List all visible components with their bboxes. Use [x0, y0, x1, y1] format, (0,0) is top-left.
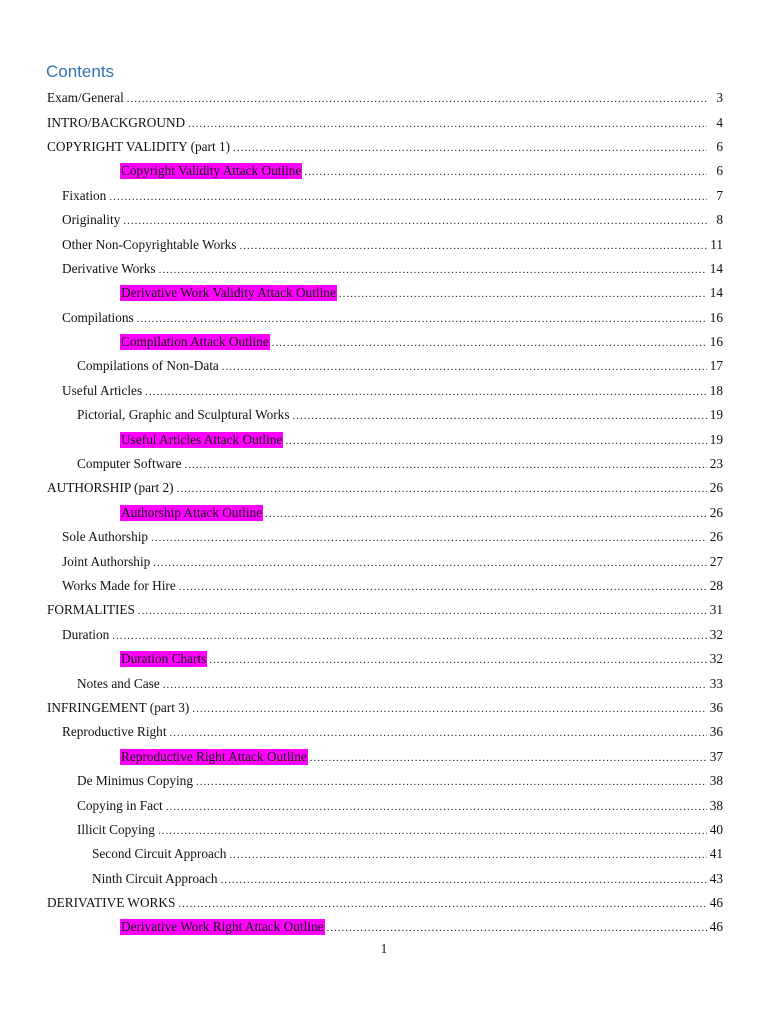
toc-entry-page[interactable]: 11 [710, 236, 723, 252]
toc-entry-page[interactable]: 32 [709, 651, 723, 667]
toc-entry-page[interactable]: 36 [709, 699, 723, 715]
toc-entry-title[interactable]: Derivative Work Validity Attack Outline [121, 285, 336, 301]
toc-dot-leader [158, 823, 707, 839]
toc-entry-title[interactable]: Second Circuit Approach [92, 846, 227, 862]
toc-entry-title[interactable]: Duration Charts [121, 651, 207, 667]
toc-dot-leader [222, 359, 707, 375]
toc-entry[interactable] [0, 427, 768, 451]
toc-entry-title[interactable]: DERIVATIVE WORKS [47, 895, 176, 911]
toc-entry-page[interactable]: 36 [709, 724, 723, 740]
toc-entry[interactable] [0, 793, 768, 817]
toc-dot-leader [177, 481, 707, 497]
toc-dot-leader [221, 872, 707, 888]
toc-entry[interactable] [0, 842, 768, 866]
toc-entry[interactable] [0, 306, 768, 330]
toc-entry[interactable] [0, 208, 768, 232]
toc-entry-page[interactable]: 19 [709, 431, 723, 447]
toc-entry-title[interactable]: INTRO/BACKGROUND [47, 114, 186, 130]
toc-entry[interactable] [0, 818, 768, 842]
toc-entry-title[interactable]: Derivative Work Right Attack Outline [121, 919, 324, 935]
toc-dot-leader [272, 335, 707, 351]
toc-entry-title[interactable]: Derivative Works [62, 260, 156, 276]
toc-entry-title[interactable]: Pictorial, Graphic and Sculptural Works [77, 407, 290, 423]
toc-dot-leader [123, 213, 707, 229]
toc-entry[interactable] [0, 159, 768, 183]
toc-dot-leader [265, 506, 707, 522]
toc-entry-title[interactable]: Copyright Validity Attack Outline [121, 163, 302, 179]
toc-entry[interactable] [0, 452, 768, 476]
toc-dot-leader [185, 457, 707, 473]
toc-dot-leader [109, 189, 707, 205]
toc-dot-leader [196, 774, 707, 790]
toc-entry[interactable] [0, 403, 768, 427]
toc-entry-title[interactable]: AUTHORSHIP (part 2) [47, 480, 174, 496]
toc-entry-page[interactable]: 32 [709, 626, 723, 642]
toc-dot-leader [339, 286, 707, 302]
toc-entry-title[interactable]: Other Non-Copyrightable Works [62, 236, 237, 252]
toc-entry-page[interactable]: 26 [709, 480, 723, 496]
toc-entry[interactable] [0, 184, 768, 208]
toc-entry-title[interactable]: INFRINGEMENT (part 3) [47, 699, 190, 715]
toc-entry-page[interactable]: 17 [709, 358, 723, 374]
toc-entry[interactable] [0, 135, 768, 159]
toc-entry-title[interactable]: Computer Software [77, 456, 182, 472]
toc-entry-title[interactable]: Notes and Case [77, 675, 160, 691]
toc-entry-page[interactable]: 7 [716, 187, 723, 203]
toc-dot-leader [112, 628, 707, 644]
toc-entry-page[interactable]: 28 [709, 578, 723, 593]
toc-entry-title[interactable]: Sole Authorship [62, 529, 149, 545]
toc-entry[interactable] [0, 598, 768, 622]
toc-entry-page[interactable]: 46 [709, 919, 723, 935]
toc-entry[interactable] [0, 745, 768, 769]
toc-entry[interactable] [0, 525, 768, 549]
toc-list [0, 86, 768, 940]
toc-dot-leader [178, 896, 707, 912]
toc-entry-page[interactable]: 43 [709, 870, 723, 886]
toc-dot-leader [188, 116, 707, 132]
toc-entry-page[interactable]: 4 [716, 114, 723, 130]
toc-entry[interactable] [0, 915, 768, 939]
toc-dot-leader [192, 701, 707, 717]
toc-entry-page[interactable]: 38 [709, 797, 723, 813]
toc-entry-title[interactable]: Duration [62, 626, 110, 642]
toc-entry-title[interactable]: Useful Articles Attack Outline [121, 431, 283, 447]
toc-entry[interactable] [0, 232, 768, 256]
toc-entry-title[interactable]: De Minimus Copying [77, 773, 193, 789]
toc-entry-title[interactable]: Exam/General [47, 90, 124, 106]
toc-entry-page[interactable]: 6 [716, 163, 723, 179]
toc-entry-page[interactable]: 3 [716, 90, 723, 106]
toc-entry-page[interactable]: 16 [709, 334, 723, 350]
toc-dot-leader [304, 164, 707, 180]
toc-dot-leader [229, 847, 707, 863]
toc-entry-title[interactable]: Joint Authorship [62, 553, 151, 569]
toc-dot-leader [293, 408, 708, 424]
toc-dot-leader [137, 311, 707, 327]
toc-dot-leader [159, 262, 707, 278]
toc-entry-title[interactable]: COPYRIGHT VALIDITY (part 1) [47, 138, 231, 154]
toc-entry-page[interactable]: 14 [709, 285, 723, 301]
toc-entry-page[interactable]: 27 [709, 553, 723, 569]
toc-entry[interactable] [0, 354, 768, 378]
toc-entry[interactable] [0, 867, 768, 891]
toc-entry-title[interactable]: Originality [62, 212, 121, 228]
toc-entry-title[interactable]: Works Made for Hire [62, 578, 176, 593]
toc-entry-title[interactable]: Fixation [62, 187, 107, 203]
toc-entry-title[interactable]: Compilations of Non-Data [77, 358, 219, 374]
toc-entry[interactable] [0, 623, 768, 647]
toc-entry-title[interactable]: Reproductive Right [62, 724, 167, 740]
toc-dot-leader [163, 677, 707, 693]
toc-entry[interactable] [0, 769, 768, 793]
toc-entry[interactable] [0, 330, 768, 354]
toc-entry-title[interactable]: Authorship Attack Outline [121, 504, 263, 520]
toc-entry-title[interactable]: FORMALITIES [47, 602, 135, 618]
toc-entry-title[interactable]: Illicit Copying [77, 821, 155, 837]
toc-entry[interactable] [0, 696, 768, 720]
toc-dot-leader [170, 725, 707, 741]
toc-entry-title[interactable]: Compilations [62, 309, 134, 325]
toc-dot-leader [239, 238, 707, 254]
toc-entry-title[interactable]: Copying in Fact [77, 797, 163, 813]
toc-dot-leader [327, 920, 707, 936]
toc-entry-page[interactable]: 26 [709, 504, 723, 520]
toc-entry-page[interactable]: 33 [709, 675, 723, 691]
toc-entry-title[interactable]: Compilation Attack Outline [121, 334, 269, 350]
toc-entry-title[interactable]: Ninth Circuit Approach [92, 870, 218, 886]
toc-entry-page[interactable]: 40 [709, 821, 723, 837]
toc-entry[interactable] [0, 720, 768, 744]
toc-entry[interactable] [0, 549, 768, 573]
toc-dot-leader [233, 140, 707, 156]
toc-entry-page[interactable]: 16 [709, 309, 723, 325]
toc-entry[interactable] [0, 257, 768, 281]
toc-entry[interactable] [0, 281, 768, 305]
toc-entry-page[interactable]: 26 [709, 529, 723, 545]
toc-dot-leader [145, 384, 707, 400]
toc-entry-page[interactable]: 23 [709, 456, 723, 472]
toc-entry[interactable] [0, 476, 768, 500]
toc-entry[interactable] [0, 574, 768, 598]
toc-entry-page[interactable]: 41 [709, 846, 723, 862]
toc-dot-leader [138, 603, 707, 619]
toc-heading: Contents [46, 62, 115, 81]
toc-entry[interactable] [0, 891, 768, 915]
toc-dot-leader [209, 652, 707, 668]
toc-dot-leader [153, 555, 707, 571]
toc-entry-page[interactable]: 37 [709, 748, 723, 764]
toc-entry-page[interactable]: 31 [709, 602, 723, 618]
toc-entry-page[interactable]: 19 [709, 407, 723, 423]
page-number: 1 [380, 941, 388, 956]
toc-entry-page[interactable]: 8 [716, 212, 723, 228]
toc-entry[interactable] [0, 86, 768, 110]
toc-entry-page[interactable]: 18 [709, 382, 723, 398]
toc-entry[interactable] [0, 671, 768, 695]
toc-dot-leader [179, 579, 707, 595]
toc-entry[interactable] [0, 501, 768, 525]
toc-entry-page[interactable]: 38 [709, 773, 723, 789]
toc-dot-leader [151, 530, 707, 546]
toc-entry-title[interactable]: Useful Articles [62, 382, 143, 398]
toc-entry-page[interactable]: 14 [709, 260, 723, 276]
toc-entry[interactable] [0, 379, 768, 403]
toc-dot-leader [285, 433, 707, 449]
toc-dot-leader [127, 91, 707, 107]
toc-dot-leader [166, 799, 707, 815]
toc-entry-page[interactable]: 6 [716, 138, 723, 154]
toc-entry-page[interactable]: 46 [709, 895, 723, 911]
toc-entry[interactable] [0, 110, 768, 134]
toc-entry-title[interactable]: Reproductive Right Attack Outline [121, 748, 307, 764]
toc-dot-leader [310, 750, 707, 766]
toc-entry[interactable] [0, 647, 768, 671]
